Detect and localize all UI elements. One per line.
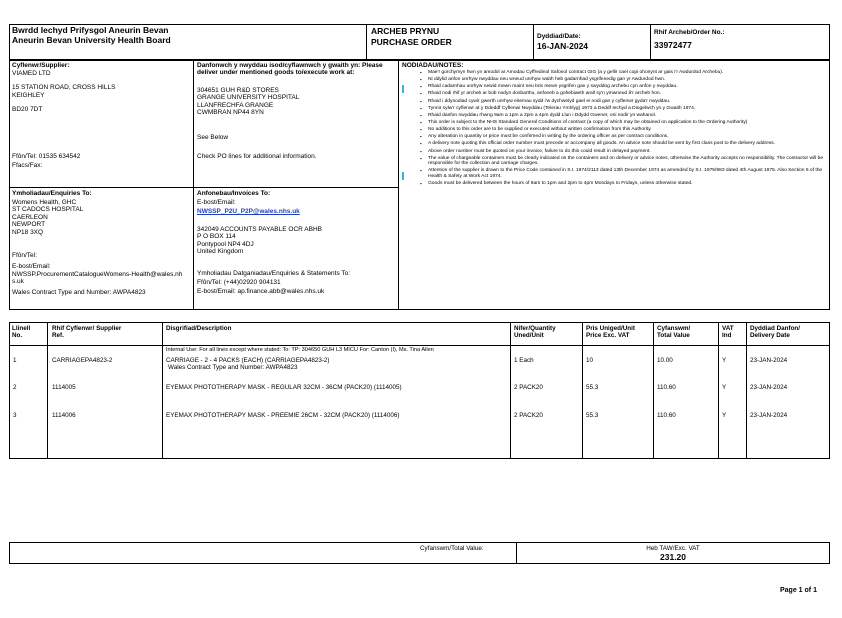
row-description: CARRIAGE - 2 - 4 PACKS (EACH) (CARRIAGEPA4823-2) (166, 357, 330, 364)
row-delivery-date: 23-JAN-2024 (750, 412, 788, 419)
row-vat-ind: Y (722, 384, 727, 391)
row-unit-price: 55.3 (586, 384, 599, 391)
note-item: ▪ Rhaid nodi rhif yr archeb ar bob nodyn dosbarthu, anfoneb a gohebiaeth arall sy'n ymwneud â'r archeb hon. (402, 91, 824, 97)
supplier-phone: Ffôn/Tel: 01535 634542 (12, 153, 81, 160)
invoices-email[interactable]: NWSSP_P2U_P2P@wales.nhs.uk (197, 208, 300, 215)
row-delivery-date: 23-JAN-2024 (750, 357, 788, 364)
col-header-price: Pris Uniged/Unit Price Exc. VAT (586, 325, 635, 340)
statements-email: E-bost/Email: ap.finance.abb@wales.nhs.uk (197, 288, 325, 295)
note-item: ▪ Ni ddylid anfon unrhyw nwyddau neu wneud unrhyw waith heb gadarnhad ysgrifenedig gan yr Awdurdod hwn. (402, 77, 824, 83)
row-vat-ind: Y (722, 412, 727, 419)
order-number-label: Rhif Archeb/Order No.: (654, 29, 725, 36)
delivery-check-lines: Check PO lines for additional information. (197, 153, 317, 160)
delivery-see-below: See Below (197, 134, 229, 141)
col-header-date: Dyddiad Danfon/ Delivery Date (750, 325, 801, 340)
row-supplier-ref: 1114006 (52, 412, 76, 419)
line-items-table (9, 322, 830, 459)
row-line-no: 1 (13, 357, 17, 364)
enquiries-email-label: E-bost/Email: (12, 263, 51, 270)
invoices-label: Anfonebau/Invoices To: (197, 190, 271, 197)
row-description: EYEMAX PHOTOTHERAPY MASK - REGULAR 32CM - 36CM (PACK20) (1114005) (166, 384, 402, 391)
enquiries-label: Ymholiadau/Enquiries To: (12, 190, 92, 197)
note-item: ▪ Rhaid i ddynodiad cywir gwerth unrhyw eitemau sydd i'w dychwelyd gael ei nodi gan y cyflenwr gyda'r nwyddau. (402, 99, 824, 105)
supplier-fax: Ffacs/Fax: (12, 162, 43, 169)
note-item: ▪ Mae'r gorchymyn hwn yn amodol ar Amodau Cyffredinol Safonol contract GIG (a y gellir cael copi ohonynt ar gais i'r Awdurdod Archebu). (402, 70, 824, 76)
col-header-vat: VAT Ind (722, 325, 734, 340)
invoices-address: 342049 ACCOUNTS PAYABLE OCR ABHB P O BOX 114 Pontypool NP4 4DJ United Kingdom (197, 226, 322, 256)
row-quantity: 2 PACK20 (514, 384, 543, 391)
page-number: Page 1 of 1 (780, 587, 817, 594)
enquiries-wales-contract: Wales Contract Type and Number: AWPA4823 (12, 289, 146, 296)
row-quantity: 2 PACK20 (514, 412, 543, 419)
row-description: EYEMAX PHOTOTHERAPY MASK - PREEMIE 26CM - 32CM (PACK20) (1114006) (166, 412, 400, 419)
title-welsh: ARCHEB PRYNU (371, 26, 440, 36)
date-label: Dyddiad/Date: (537, 33, 581, 40)
org-name-welsh: Bwrdd Iechyd Prifysgol Aneurin Bevan (12, 25, 169, 35)
row-total: 110.60 (657, 384, 676, 391)
supplier-address: VIAMED LTD 15 STATION ROAD, CROSS HILLS KEIGHLEY BD20 7DT (12, 70, 116, 114)
row-unit-price: 10 (586, 357, 594, 364)
row-total: 10.00 (657, 357, 673, 364)
note-item: ▪ Above order number must be quoted on your invoice, failure to do this could result in delayed payment. (402, 149, 824, 155)
row-vat-ind: Y (722, 357, 727, 364)
row-description-extra: Wales Contract Type and Number: AWPA4823 (168, 364, 298, 371)
date-value: 16-JAN-2024 (537, 41, 589, 51)
note-item: ▪ Goods must be delivered between the hours of 9am to 1pm and 2pm to 4pm Mondays to Fridays, unless otherwise stated. (402, 181, 824, 187)
row-line-no: 3 (13, 412, 17, 419)
row-quantity: 1 Each (514, 357, 534, 364)
note-item: ▪ Rhaid danfon nwyddau rhwng 9am a 1pm a 2pm a 4pm dydd Llun i Ddydd Gwener, oni nodir yn wahanol. (402, 113, 824, 119)
note-item: ▪ This order is subject to the NHS Standard General Conditions of contract (a copy of which may be obtained on application to the Ordering Authority) (402, 120, 824, 126)
col-header-ref: Rhif Cyflenwr/ Supplier Ref. (52, 325, 122, 340)
row-supplier-ref: 1114005 (52, 384, 76, 391)
internal-use-note: Internal Use: For all lines except where stated: To: TP: 304650 GUH L3 MICU For: Canton (I), Ms. Tina Allen (166, 347, 434, 353)
enquiries-address: Womens Health, GHC ST CADOCS HOSPITAL CAERLEON NEWPORT NP18 3XQ (12, 199, 84, 236)
total-label: Cyfanswm/Total Value: (420, 545, 484, 552)
col-header-total: Cyfanswm/ Total Value (657, 325, 691, 340)
invoices-email-label: E-bost/Email: (197, 199, 236, 206)
enquiries-phone: Ffôn/Tel: (12, 252, 37, 259)
col-header-qty: Nifer/Quantity Uned/Unit (514, 325, 556, 340)
total-vat-label: Heb TAW/Exc. VAT (646, 545, 700, 552)
note-item: ▪ Any alteration in quantity or price must be confirmed in writing by the ordering officer as per contract conditions. (402, 134, 824, 140)
statements-phone: Ffôn/Tel: (+44)02920 904131 (197, 279, 281, 286)
col-header-desc: Disgrifiad/Description (166, 325, 232, 332)
row-total: 110.60 (657, 412, 676, 419)
row-supplier-ref: CARRIAGEPA4823-2 (52, 357, 113, 364)
statements-label: Ymholiadau Datganiadau/Enquiries & Statements To: (197, 270, 351, 277)
order-number-value: 33972477 (654, 40, 692, 50)
delivery-label: Danfonwch y nwyddau isod/cyflawnwch y gwaith yn: Please deliver under mentioned goods to/execute work at: (197, 62, 383, 77)
row-line-no: 2 (13, 384, 17, 391)
title-english: PURCHASE ORDER (371, 37, 452, 47)
col-header-line: Llinell No. (12, 325, 31, 340)
delivery-address: 304651 GUH R&D STORES GRANGE UNIVERSITY HOSPITAL LLANFRECHFA GRANGE CWMBRAN NP44 8YN (197, 87, 300, 117)
notes-label: NODIADAU/NOTES: (402, 62, 464, 69)
enquiries-email[interactable]: NWSSP.ProcurementCatalogueWomens-Health@wales.nhs.uk (12, 271, 183, 286)
note-item: ▪ A delivery note quoting this official order number must precede or accompany all goods. An advice note should be sent by first class post to the delivery address. (402, 141, 824, 147)
note-item: ▪ Tynnir sylw'r cyflenwr at y Ddeddf Cyflenwi Nwyddau (Telerau Ymhlyg) 1973 a Deddf Iechyd a Diogelwch yn y Gwaith 1974. (402, 106, 824, 112)
note-item: ▪ Rhaid cadarnhau unrhyw newid mewn maint neu bris mewn ysgrifen gan y swyddog archebu cyn anfon y nwyddau. (402, 84, 824, 90)
total-value: 231.20 (660, 552, 686, 562)
row-delivery-date: 23-JAN-2024 (750, 384, 788, 391)
note-item: ▪ No additions to this order are to be supplied or executed without written confirmation from this Authority. (402, 127, 824, 133)
row-unit-price: 55.3 (586, 412, 599, 419)
notes-list (402, 70, 824, 188)
note-item: ▪ The value of chargeable containers must be clearly indicated on the containers and on delivery or advice notes, otherwise the Authority accepts no responsibility. The contractor will be responsible for the collection and carriage charges. (402, 156, 824, 167)
supplier-label: Cyflenwr/Supplier: (12, 62, 70, 69)
note-item: ▪ Attention of the supplier is drawn to the Price Code contained in S.I. 1974/2113 dated 13th December 1974 as amended by S.I. 1975/983 dated 4th August 1975. Also Section 6 of the Health & Safety at Work Act 1974. (402, 168, 824, 179)
org-name-english: Aneurin Bevan University Health Board (12, 35, 171, 45)
